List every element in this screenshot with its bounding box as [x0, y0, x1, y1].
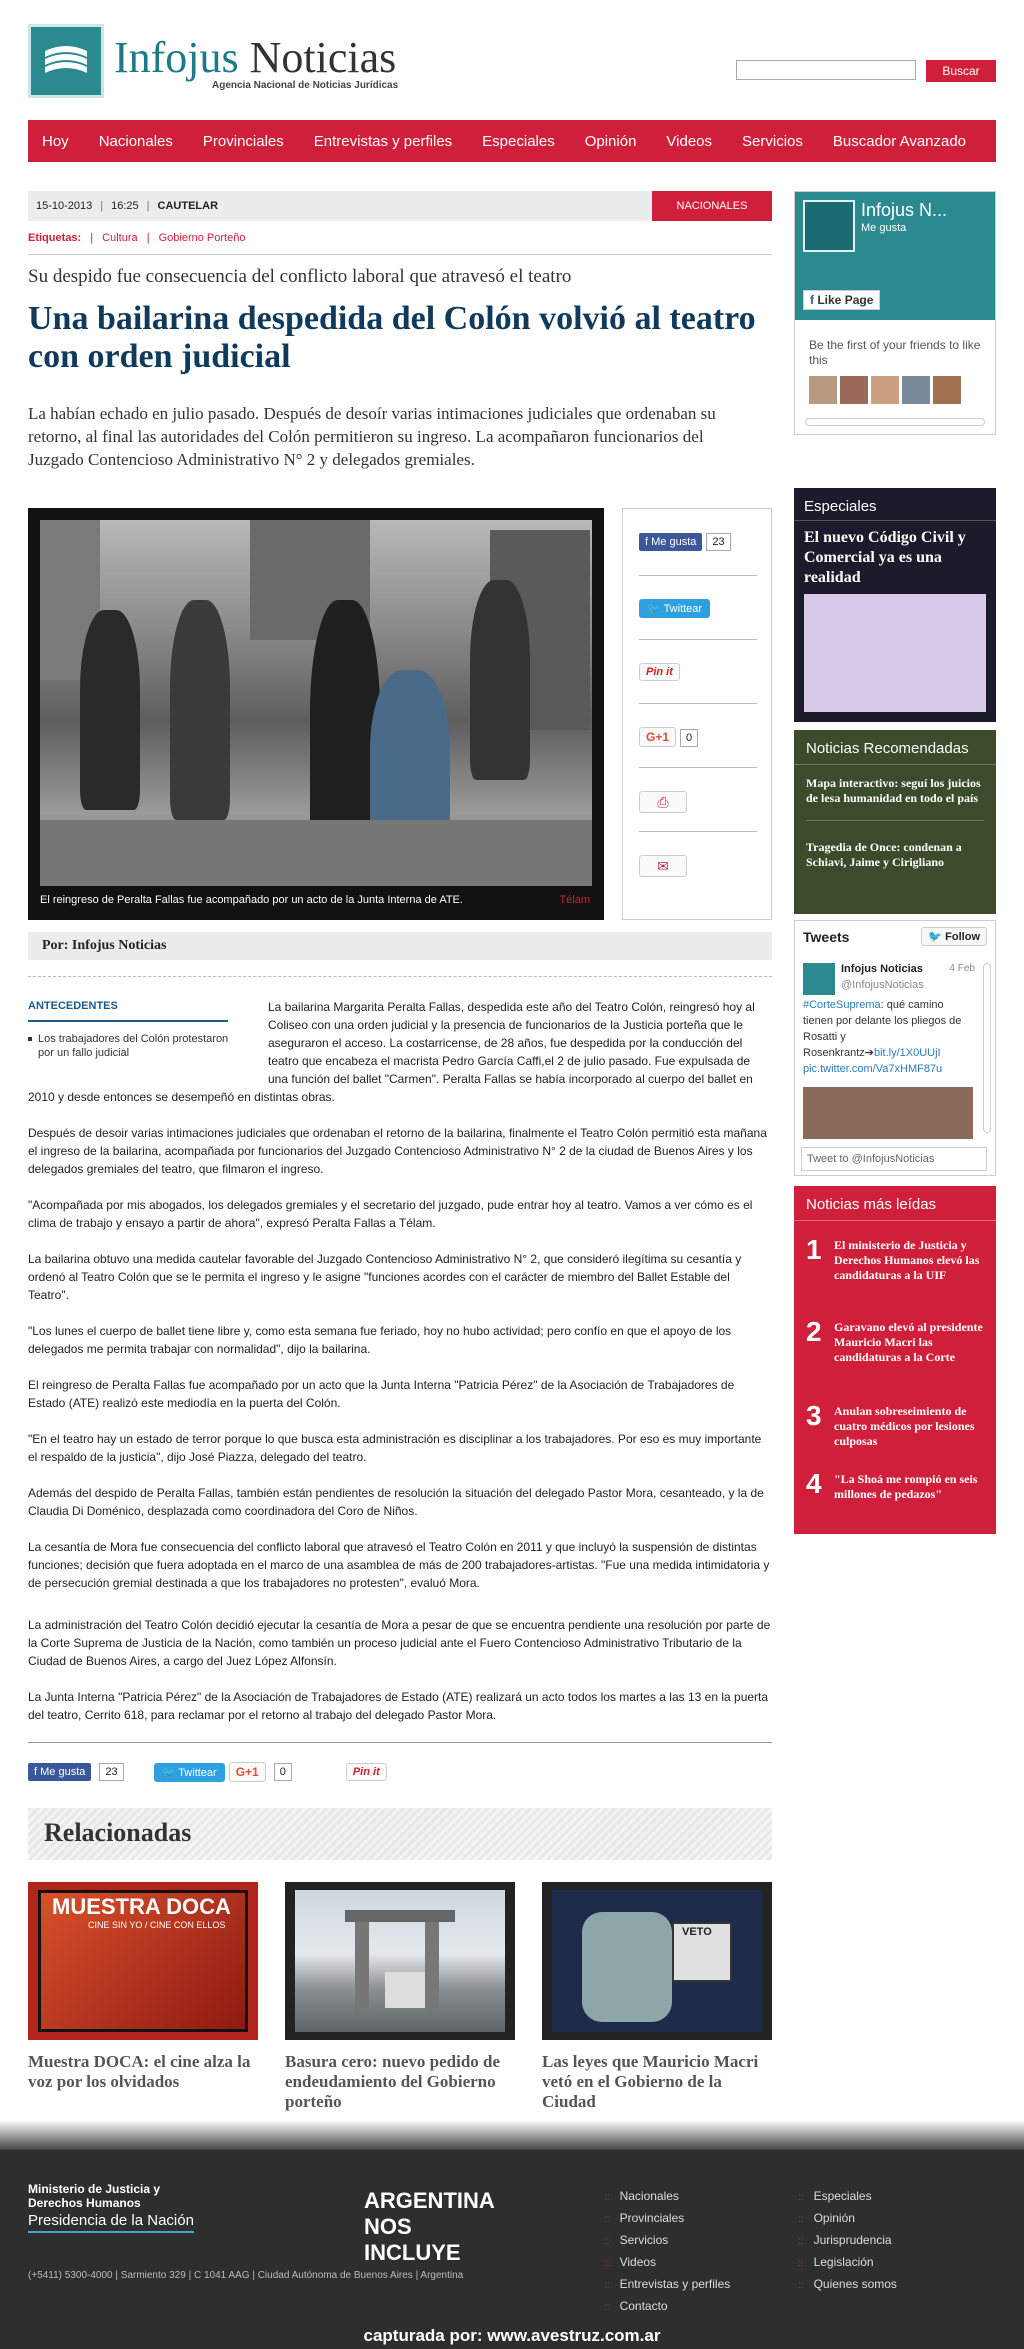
related-card[interactable] [542, 1882, 772, 2112]
bottom-share-row [28, 1762, 387, 1782]
article-paragraph-8: Además del despido de Peralta Fallas, también están pendientes de resolución la situación del delegado Pastor Mora, cesanteado, y la de Claudia Di Doménico, desplazada como coordinadora del Coro de Niños. [28, 1486, 764, 1518]
related-title-link[interactable]: Basura cero: nuevo pedido de endeudamiento del Gobierno porteño [285, 2052, 501, 2111]
facebook-like-page-button[interactable] [803, 290, 880, 310]
tweets-title: Tweets [803, 929, 850, 945]
article-byline: Por: Infojus Noticias [28, 932, 772, 960]
related-image-subtitle: CINE SIN YO / CINE CON ELLOS [88, 1920, 226, 1930]
related-card[interactable] [28, 1882, 258, 2092]
tweet-label: Twittear [178, 1766, 217, 1779]
nav-item-provinciales[interactable]: Provinciales [202, 132, 284, 150]
photo-credit: Télam [559, 894, 590, 906]
avatar[interactable] [933, 376, 961, 404]
mas-leida-link[interactable]: Anulan sobreseimiento de cuatro médicos por lesiones culposas [834, 1404, 975, 1448]
footer-link[interactable]: :: Especiales [798, 2186, 897, 2208]
tweet-handle: @InfojusNoticias [841, 979, 924, 991]
related-card[interactable] [285, 1882, 515, 2112]
mas-leida-link[interactable]: Garavano elevó al presidente Mauricio Macri las candidaturas a la Corte [834, 1320, 983, 1364]
article-lead: La habían echado en julio pasado. Después de desoír varias intimaciones judiciales que ordenaban su retorno, al final las autoridades del Colón permitieron su ingreso. La acompañaron funcionarios del Juzgado Contencioso Administrativo N° 2 y delegados gremiales. [28, 404, 716, 469]
footer-link[interactable]: :: Quienes somos [798, 2274, 897, 2296]
share-gplus-group [639, 727, 698, 747]
avatar[interactable] [871, 376, 899, 404]
twitter-tweet-button-bottom[interactable] [154, 1763, 225, 1782]
facebook-page-logo [803, 200, 855, 252]
especiales-link[interactable]: El nuevo Código Civil y Comercial ya es una realidad [804, 529, 966, 586]
mas-leidas-widget [794, 1186, 996, 1534]
avatar[interactable] [803, 963, 835, 995]
divider [639, 639, 757, 640]
article-paragraph-9: La cesantía de Mora fue consecuencia del conflicto laboral que atravesó el Teatro Colón en 2011 y que incluyó la suspensión de distintas funciones; decisión que fuera adoptada en el marco de una asamblea de más de 200 trabajadores-artistas. "Fue una medida intimidatoria y de persecución gremial destinada a que los trabajadores no protesten", evaluó Mora. [28, 1540, 770, 1590]
category-badge[interactable]: NACIONALES [652, 191, 772, 221]
google-plus-button-bottom[interactable]: G+1 [229, 1762, 266, 1782]
footer-address: (+5411) 5300-4000 | Sarmiento 329 | C 1041 AAG | Ciudad Autónoma de Buenos Aires | Argentina [28, 2270, 464, 2281]
article-kicker: Su despido fue consecuencia del conflicto laboral que atravesó el teatro [28, 266, 572, 287]
article-paragraph-5: "Los lunes el cuerpo de ballet tiene libre y, como esta semana fue feriado, hoy no hubo actividad; pero confío en que el apoyo de los delegados me permita trabajar con normalidad", dijo la bailarina. [28, 1324, 732, 1356]
footer-link[interactable]: :: Jurisprudencia [798, 2230, 897, 2252]
tweet-text [803, 997, 971, 1077]
spacer [28, 998, 268, 1080]
article-photo-frame [28, 508, 604, 920]
article-meta-bar [28, 191, 772, 221]
related-title-link[interactable]: Las leyes que Mauricio Macri vetó en el Gobierno de la Ciudad [542, 2052, 759, 2111]
divider [28, 1742, 772, 1743]
divider [794, 764, 996, 765]
related-title: Relacionadas [28, 1808, 772, 1860]
nav-item-opinion[interactable]: Opinión [584, 132, 637, 150]
google-plus-button[interactable]: G+1 [639, 727, 676, 747]
related-image-title: VETO [682, 1926, 712, 1938]
divider [639, 767, 757, 768]
article-photo[interactable] [40, 520, 592, 886]
footer-links-col1 [604, 2186, 730, 2318]
divider [639, 703, 757, 704]
avatar[interactable] [809, 376, 837, 404]
related-image[interactable] [28, 1882, 258, 2040]
facebook-widget [794, 191, 996, 435]
twitter-icon: 🐦 [161, 1766, 179, 1779]
related-title-link[interactable]: Muestra DOCA: el cine alza la voz por los olvidados [28, 2052, 251, 2091]
footer-link[interactable]: :: Contacto [604, 2296, 730, 2318]
search-input[interactable] [736, 60, 916, 80]
article-paragraph-3: "Acompañada por mis abogados, los delegados gremiales y el secretario del juzgado, pude entrar hoy al teatro. Vamos a ver cómo es el clima de trabajo y ensayo a partir de ahora", expresó Peralta Fallas a Télam. [28, 1198, 753, 1230]
rank-number: 2 [806, 1316, 822, 1347]
tweet-image[interactable] [803, 1087, 973, 1139]
footer-links-col2 [798, 2186, 897, 2296]
facebook-banner[interactable] [795, 192, 995, 320]
like-label: Me gusta [651, 536, 697, 548]
nav-item-hoy[interactable]: Hoy [42, 132, 69, 150]
related-image[interactable] [542, 1882, 772, 2040]
envelope-icon: ✉ [657, 857, 669, 874]
rank-number: 1 [806, 1234, 822, 1265]
gplus-count-bottom: 0 [274, 1763, 292, 1781]
facebook-scrollbar[interactable] [805, 418, 985, 426]
photo-caption: El reingreso de Peralta Fallas fue acompañado por un acto de la Junta Interna de ATE. [40, 894, 463, 906]
divider [28, 976, 772, 977]
logo-name2: Noticias [249, 33, 397, 82]
like-page-label: Like Page [817, 293, 874, 307]
rank-number: 3 [806, 1400, 822, 1431]
logo-title [114, 32, 396, 83]
site-logo[interactable] [28, 24, 104, 98]
footer-link[interactable]: :: Servicios [604, 2230, 730, 2252]
tweet-to-input[interactable]: Tweet to @InfojusNoticias [801, 1147, 987, 1171]
twitter-widget [794, 920, 996, 1176]
tags-separator: | [90, 232, 94, 244]
divider [794, 1220, 996, 1221]
tags-separator: | [146, 232, 150, 244]
tags-row [28, 232, 245, 244]
article-paragraph-6: El reingreso de Peralta Fallas fue acompañado por un acto que la Junta Interna "Patricia Pérez" de la Asociación de Trabajadores de Estado (ATE) realizó este mediodía en la puerta del Colón. [28, 1378, 735, 1410]
gplus-count: 0 [680, 729, 698, 747]
divider [806, 820, 984, 821]
divider [794, 520, 996, 521]
footer-link[interactable]: :: Videos [604, 2252, 730, 2274]
tweet-hashtag[interactable]: #CorteSuprema [803, 999, 881, 1011]
like-count-bottom: 23 [99, 1763, 123, 1781]
divider [28, 254, 772, 255]
printer-icon: ⎙ [657, 793, 669, 810]
nav-item-nacionales[interactable]: Nacionales [98, 132, 173, 150]
footer-fade [0, 2120, 1024, 2150]
article-time: 16:25 [111, 200, 139, 212]
article-paragraph-10: La administración del Teatro Colón decidió ejecutar la cesantía de Mora a pesar de que se encuentra pendiente una resolución por parte de la Corte Suprema de Justicia de la Nación, como también un proceso judicial ante el Fuero Contencioso Administrativo Tributario de la Ciudad de Buenos Aires, a cargo del Juez López Alfonsín. [28, 1618, 771, 1668]
print-button[interactable] [639, 791, 687, 813]
divider [639, 831, 757, 832]
logo-subtitle: Agencia Nacional de Noticias Jurídicas [212, 80, 399, 91]
pinterest-button[interactable]: Pin it [639, 663, 680, 681]
meta-separator: | [100, 200, 104, 212]
especiales-title: Especiales [804, 498, 877, 515]
tweet-date[interactable]: 4 Feb [949, 963, 975, 974]
footer-link[interactable]: :: Entrevistas y perfiles [604, 2274, 730, 2296]
recomendadas-widget [794, 730, 996, 914]
share-email-group [639, 855, 687, 877]
footer-link[interactable]: :: Provinciales [604, 2208, 730, 2230]
article-paragraph-7: "En el teatro hay un estado de terror porque lo que busca esta administración es disciplinar a los trabajadores. Por eso es muy importante el respaldo de la justicia", dijo José Piazza, delegado del teatro. [28, 1432, 762, 1464]
article-body-paragraph [28, 998, 772, 1106]
divider [639, 575, 757, 576]
article-paragraph-2: Después de desoir varias intimaciones judiciales que ordenaban el retorno de la bailarina, finalmente el Teatro Colón permitió esta mañana el ingreso de la bailarina, acompañada por funcionarios del Juzgado Contencioso Administrativo N° 2 de la ciudad de Buenos Aires y los delegados gremiales del teatro, que filmaron el ingreso. [28, 1126, 767, 1176]
facebook-icon: f [645, 536, 652, 548]
facebook-like-button[interactable] [639, 533, 702, 551]
tweet-label: Twittear [663, 603, 703, 615]
nav-item-entrevistas[interactable]: Entrevistas y perfiles [313, 132, 453, 150]
tweet-pic-link[interactable]: pic.twitter.com/Va7xHMF87u [803, 1063, 943, 1075]
related-image-title: MUESTRA DOCA [52, 1894, 231, 1919]
captured-by: capturada por: www.avestruz.com.ar [363, 2326, 661, 2345]
twitter-icon: 🐦 [647, 603, 664, 615]
nav-item-especiales[interactable]: Especiales [482, 132, 555, 150]
article-source: CAUTELAR [157, 200, 219, 212]
pinterest-button-bottom[interactable]: Pin it [346, 1763, 387, 1781]
rank-number: 4 [806, 1468, 822, 1499]
article-paragraph-1: La bailarina Margarita Peralta Fallas, despedida este año del Teatro Colón, reingresó hoy al Coliseo con una orden judicial y la presencia de funcionarios de la Justicia porteña que le aseguraron el acceso. La costarricense, de 28 años, fue despedida por la conducción del teatro que encabeza el macrista Pedro García Caffi,el 2 de julio pasado. Fue expulsada de una función del ballet "Carmen". Peralta Fallas se había incorporado al cuerpo del ballet en 2010 y desde entonces se desempeñó en distintas obras. [28, 1000, 755, 1104]
mas-leida-link[interactable]: El ministerio de Justicia y Derechos Humanos elevó las candidaturas a la UIF [834, 1238, 980, 1282]
follow-label: Follow [945, 931, 980, 943]
especiales-image[interactable] [804, 594, 986, 712]
footer-presidencia[interactable]: Presidencia de la Nación [28, 2212, 194, 2233]
facebook-page-title: Infojus N... [861, 200, 948, 220]
footer-link[interactable]: :: Legislación [798, 2252, 897, 2274]
tweets-scrollbar[interactable] [983, 963, 991, 1133]
tags-label: Etiquetas: [28, 232, 82, 244]
nav-item-servicios[interactable]: Servicios [742, 132, 803, 150]
mas-leidas-title: Noticias más leídas [806, 1196, 937, 1213]
tag-link-gobierno[interactable]: Gobierno Porteño [158, 232, 246, 244]
share-like-group [639, 533, 731, 551]
facebook-icon: f [34, 1766, 41, 1778]
facebook-icon: f [810, 293, 818, 307]
share-tweet-group [639, 599, 710, 618]
search-button[interactable]: Buscar [926, 60, 996, 82]
share-print-group [639, 791, 687, 813]
mas-leida-link[interactable]: "La Shoá me rompió en seis millones de pedazos" [834, 1472, 978, 1501]
logo-name: Infojus [114, 33, 239, 82]
facebook-like-button-bottom[interactable] [28, 1763, 91, 1781]
facebook-friends-text: Be the first of your friends to like this [809, 338, 981, 367]
article-paragraph-11: La Junta Interna "Patricia Pérez" de la Asociación de Trabajadores de Estado (ATE) realizará un acto todos los martes a las 13 en la puerta del teatro, Cerrito 618, para reclamar por el retorno al trabajo del delegado Pastor Mora. [28, 1690, 769, 1722]
article-paragraph-4: La bailarina obtuvo una medida cautelar favorable del Juzgado Contencioso Administrativo N° 2, que consideró ilegítima su cesantía y ordenó al Teatro Colón que se le permita el ingreso y le asigne "funciones acordes con el carácter de miembro del Ballet Estable del Teatro". [28, 1252, 742, 1302]
meta-separator: | [146, 200, 150, 212]
tag-link-cultura[interactable]: Cultura [102, 232, 138, 244]
facebook-faces [809, 376, 961, 404]
recomendada-link[interactable]: Mapa interactivo: seguí los juicios de lesa humanidad en todo el país [806, 776, 981, 805]
twitter-tweet-button[interactable] [639, 599, 710, 618]
footer-link[interactable]: :: Nacionales [604, 2186, 730, 2208]
footer-ministerio[interactable]: Ministerio de Justicia y Derechos Humanos [28, 2182, 161, 2210]
like-label: Me gusta [40, 1766, 86, 1778]
site-header [28, 24, 996, 104]
like-count: 23 [706, 533, 730, 551]
nav-item-buscador[interactable]: Buscador Avanzado [832, 132, 967, 150]
avatar[interactable] [840, 376, 868, 404]
tweet-link[interactable]: bit.ly/1X0UUjI [873, 1047, 941, 1059]
avatar[interactable] [902, 376, 930, 404]
especiales-widget [794, 488, 996, 722]
facebook-page-subtitle: Me gusta [861, 222, 907, 234]
article-headline: Una bailarina despedida del Colón volvió al teatro con orden judicial [28, 300, 756, 375]
footer-link[interactable]: :: Opinión [798, 2208, 897, 2230]
email-button[interactable] [639, 855, 687, 877]
twitter-follow-button[interactable] [921, 927, 987, 946]
nav-item-videos[interactable]: Videos [666, 132, 713, 150]
share-column [622, 508, 772, 920]
recomendadas-title: Noticias Recomendadas [806, 740, 969, 757]
site-footer [0, 2150, 1024, 2349]
tweet-body: : qué camino tienen por delante los pliegos de Rosatti y Rosenkrantz➔ [803, 999, 962, 1059]
footer-argentina-logo[interactable]: ARGENTINA NOS INCLUYE [364, 2188, 494, 2265]
book-icon [41, 41, 91, 81]
main-nav [28, 120, 996, 162]
antecedentes-link[interactable]: Los trabajadores del Colón protestaron por un fallo judicial [38, 1032, 234, 1060]
twitter-icon: 🐦 [928, 931, 946, 943]
antecedentes-title: ANTECEDENTES [28, 1000, 118, 1012]
share-pin-group [639, 663, 680, 681]
tweet-author[interactable]: Infojus Noticias [841, 963, 923, 975]
recomendada-link[interactable]: Tragedia de Once: condenan a Schiavi, Jaime y Cirigliano [806, 840, 962, 869]
article-date: 15-10-2013 [36, 200, 93, 212]
related-image[interactable] [285, 1882, 515, 2040]
